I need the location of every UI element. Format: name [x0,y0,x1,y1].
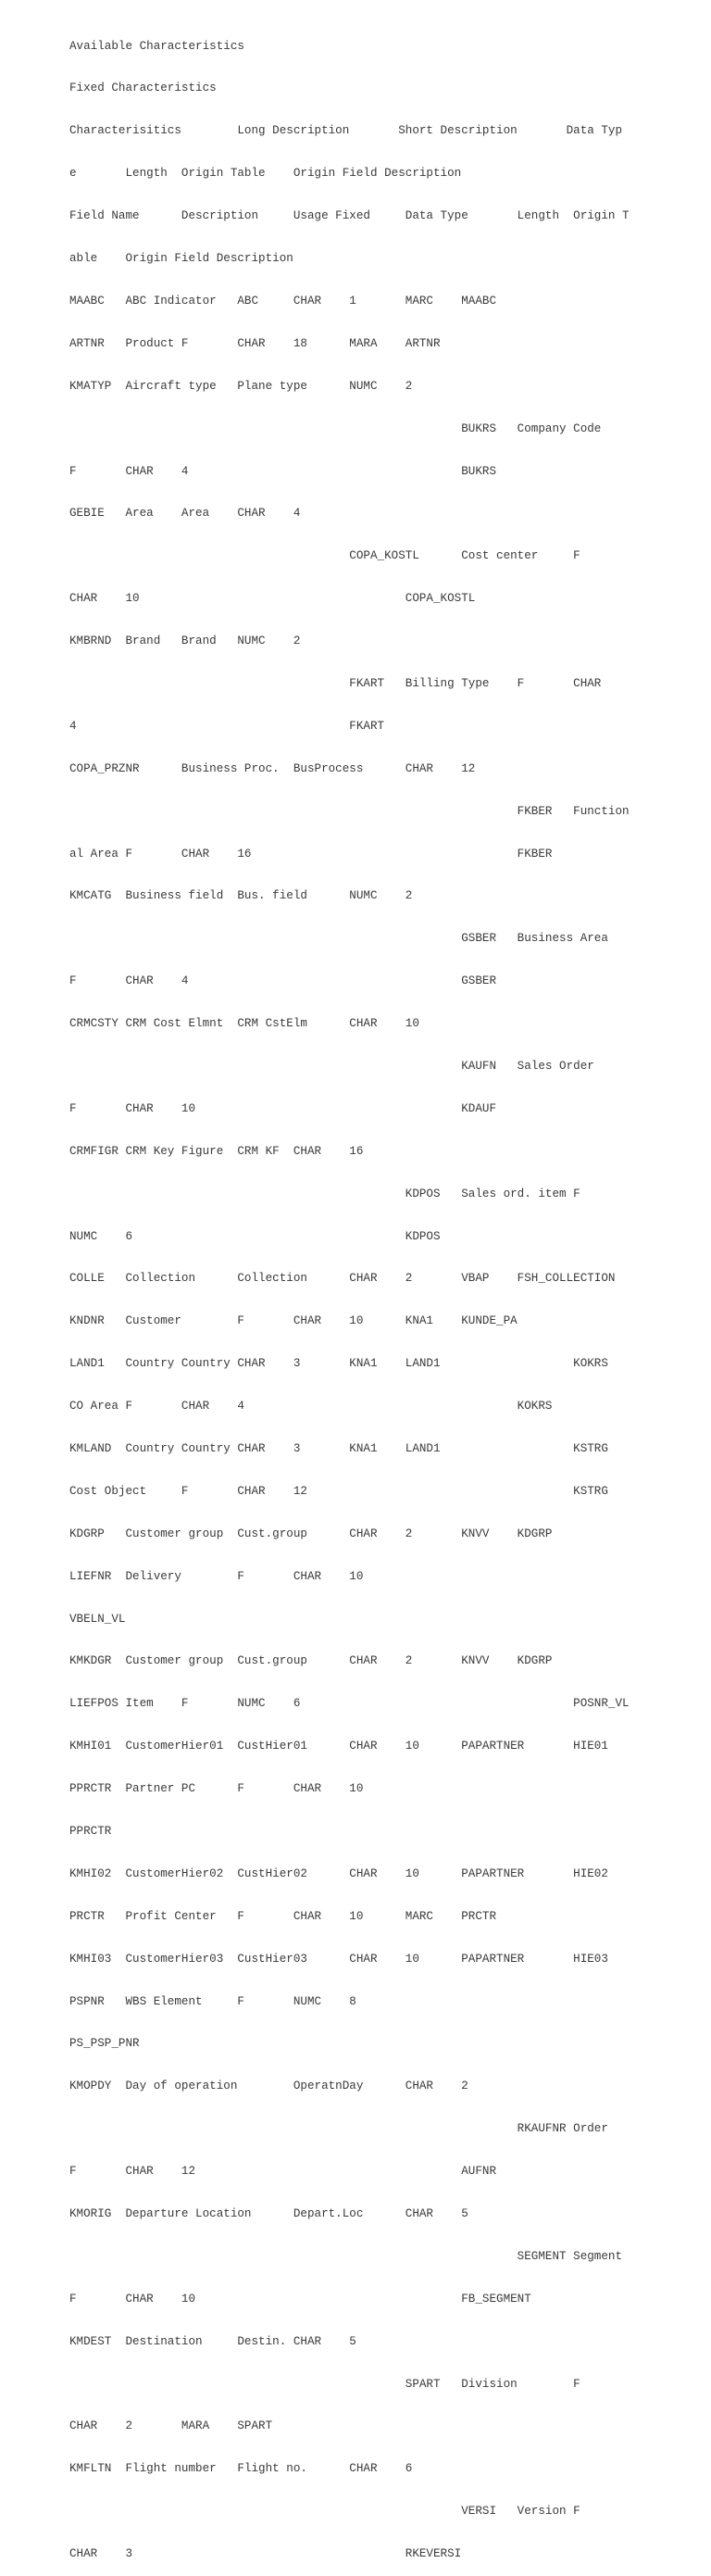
text-line: RKAUFNR Order [69,2122,608,2136]
text-line: 4 FKART [69,719,385,733]
text-line: GSBER Business Area [69,932,608,946]
text-line: FKBER Function [69,804,630,818]
text-line: FKART Billing Type F CHAR [69,676,602,690]
text-line: PS_PSP_PNR [69,2037,140,2051]
text-line: KMDEST Destination Destin. CHAR 5 [69,2334,356,2348]
text-line: CHAR 10 COPA_KOSTL [69,592,476,606]
text-line: Field Name Description Usage Fixed Data Type Length Origin T [69,209,630,223]
document-text-body [69,11,711,2576]
text-line: PSPNR WBS Element F NUMC 8 [69,1994,356,2008]
text-line: VBELN_VL [69,1612,126,1626]
text-line: COPA_KOSTL Cost center F [69,549,580,563]
text-line: e Length Origin Table Origin Field Description [69,167,462,181]
text-line: KMFLTN Flight number Flight no. CHAR 6 [69,2462,413,2476]
text-line: Cost Object F CHAR 12 KSTRG [69,1484,608,1498]
text-line: LIEFPOS Item F NUMC 6 POSNR_VL [69,1697,630,1711]
text-line: VERSI Version F [69,2505,580,2519]
text-line: SPART Division F [69,2377,580,2391]
text-line: KNDNR Customer F CHAR 10 KNA1 KUNDE_PA [69,1314,518,1328]
text-line: able Origin Field Description [69,252,293,266]
text-line: KMLAND Country Country CHAR 3 KNA1 LAND1 KSTRG [69,1441,608,1455]
text-line: KAUFN Sales Order [69,1059,594,1073]
text-line: KMCATG Business field Bus. field NUMC 2 [69,889,413,903]
text-line: COLLE Collection Collection CHAR 2 VBAP FSH_COLLECTION [69,1272,616,1286]
text-line: KMHI02 CustomerHier02 CustHier02 CHAR 10 PAPARTNER HIE02 [69,1866,608,1880]
text-line: SEGMENT Segment [69,2249,623,2263]
text-line: al Area F CHAR 16 FKBER [69,847,553,861]
text-line: LAND1 Country Country CHAR 3 KNA1 LAND1 KOKRS [69,1357,608,1371]
text-line: KMORIG Departure Location Depart.Loc CHAR 5 [69,2207,468,2221]
text-line: PRCTR Profit Center F CHAR 10 MARC PRCTR [69,1909,497,1923]
text-line: KMBRND Brand Brand NUMC 2 [69,635,301,648]
text-line: BUKRS Company Code [69,421,602,435]
text-line: KMKDGR Customer group Cust.group CHAR 2 KNVV KDGRP [69,1654,553,1668]
text-line: CHAR 2 MARA SPART [69,2419,273,2433]
text-line: KDGRP Customer group Cust.group CHAR 2 KNVV KDGRP [69,1527,553,1540]
text-line: KMOPDY Day of operation OperatnDay CHAR 2 [69,2080,468,2093]
text-line: Available Characteristics [69,39,244,53]
text-line: PPRCTR Partner PC F CHAR 10 [69,1782,364,1796]
text-line: F CHAR 12 AUFNR [69,2165,497,2179]
text-line: NUMC 6 KDPOS [69,1229,441,1243]
text-line: KMHI01 CustomerHier01 CustHier01 CHAR 10 PAPARTNER HIE01 [69,1740,608,1753]
text-line: CHAR 3 RKEVERSI [69,2547,462,2561]
text-line: COPA_PRZNR Business Proc. BusProcess CHAR 12 [69,761,476,775]
text-line: ARTNR Product F CHAR 18 MARA ARTNR [69,336,441,350]
text-line: CRMFIGR CRM Key Figure CRM KF CHAR 16 [69,1144,364,1158]
text-line: F CHAR 4 GSBER [69,974,497,988]
text-line: Fixed Characteristics [69,82,217,95]
text-line: CRMCSTY CRM Cost Elmnt CRM CstElm CHAR 10 [69,1017,419,1031]
text-line: F CHAR 10 FB_SEGMENT [69,2292,531,2306]
text-line: KMHI03 CustomerHier03 CustHier03 CHAR 10 PAPARTNER HIE03 [69,1952,608,1966]
text-line: KMATYP Aircraft type Plane type NUMC 2 [69,379,413,393]
text-line: PPRCTR [69,1825,112,1838]
text-line: KDPOS Sales ord. item F [69,1187,580,1200]
text-line: MAABC ABC Indicator ABC CHAR 1 MARC MAABC [69,294,497,308]
text-line: CO Area F CHAR 4 KOKRS [69,1400,553,1414]
text-line: F CHAR 10 KDAUF [69,1101,497,1115]
text-line: GEBIE Area Area CHAR 4 [69,507,301,521]
text-line: F CHAR 4 BUKRS [69,464,497,478]
text-line: LIEFNR Delivery F CHAR 10 [69,1569,364,1583]
text-line: Characterisitics Long Description Short Description Data Typ [69,124,623,138]
